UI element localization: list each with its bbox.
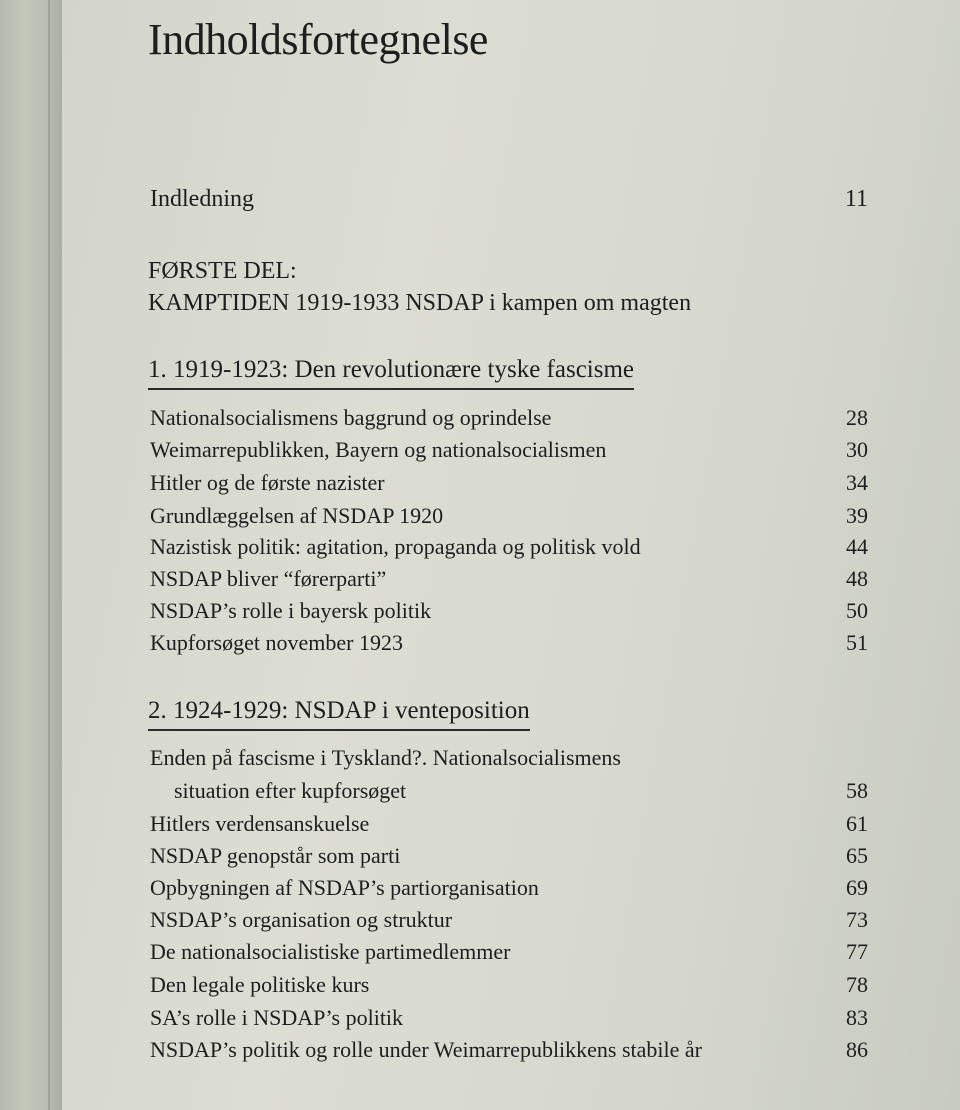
toc-entry-page: 30: [846, 437, 868, 462]
toc-entry: [150, 972, 868, 1002]
toc-entry-title: NSDAP’s rolle i bayersk politik: [150, 598, 432, 623]
chapter-heading-2: 2. 1924-1929: NSDAP i venteposition: [148, 697, 530, 731]
toc-entry-page: 39: [846, 503, 868, 528]
toc-entry-title: Nationalsocialismens baggrund og oprindelse: [150, 405, 552, 430]
toc-entry-title: Nazistisk politik: agitation, propaganda og politisk vold: [150, 534, 641, 559]
toc-entry-title: SA’s rolle i NSDAP’s politik: [150, 1005, 404, 1030]
toc-entry: [150, 503, 868, 533]
toc-entry: [150, 843, 868, 873]
intro-title: Indledning: [150, 186, 254, 212]
toc-entry-page: 77: [846, 939, 868, 964]
toc-entry-page: 73: [846, 907, 868, 932]
toc-entry-page: 34: [846, 470, 868, 495]
toc-entry-page: 69: [846, 875, 868, 900]
toc-entry: [150, 939, 868, 969]
toc-entry-title: Hitler og de første nazister: [150, 470, 385, 495]
toc-entry-title: Den legale politiske kurs: [150, 972, 370, 997]
toc-entry-title: Hitlers verdensanskuelse: [150, 811, 370, 836]
part-heading: FØRSTE DEL:: [148, 258, 297, 284]
toc-entry-page: 48: [846, 566, 868, 591]
toc-entry: [150, 778, 868, 808]
toc-entry-title: Weimarrepublikken, Bayern og nationalsocialismen: [150, 437, 607, 462]
toc-entry: [150, 1005, 868, 1035]
toc-entry: [150, 566, 868, 596]
toc-entry: [150, 875, 868, 905]
part-subtitle: KAMPTIDEN 1919-1933 NSDAP i kampen om magten: [148, 290, 692, 316]
page-title: Indholdsfortegnelse: [148, 15, 488, 64]
toc-entry-page: 83: [846, 1005, 868, 1030]
toc-entry-page: 28: [846, 405, 868, 430]
toc-entry-page: 65: [846, 843, 868, 868]
toc-entry: [150, 811, 868, 841]
binding-shadow: [48, 0, 50, 1110]
toc-entry-title: situation efter kupforsøget: [174, 778, 407, 803]
toc-entry-page: 86: [846, 1037, 868, 1062]
toc-entry-page: 58: [846, 778, 868, 803]
toc-entry-title: NSDAP bliver “førerparti”: [150, 566, 387, 591]
toc-entry-title: De nationalsocialistiske partimedlemmer: [150, 939, 511, 964]
toc-entry: [150, 907, 868, 937]
toc-entry: [150, 405, 868, 435]
intro-entry: [150, 186, 868, 216]
toc-entry: [150, 745, 868, 775]
intro-page: 11: [844, 186, 868, 212]
left-page-edge: [0, 0, 64, 1110]
toc-entry-title: Opbygningen af NSDAP’s partiorganisation: [150, 875, 539, 900]
toc-entry: [150, 470, 868, 500]
toc-entry: [150, 437, 868, 467]
toc-entry-title: Enden på fascisme i Tyskland?. Nationalsocialismens: [150, 745, 621, 770]
toc-entry-page: 44: [846, 534, 868, 559]
toc-entry-page: 51: [846, 630, 868, 655]
toc-entry-page: 78: [846, 972, 868, 997]
toc-entry: [150, 630, 868, 660]
toc-entry-title: Kupforsøget november 1923: [150, 630, 403, 655]
toc-entry-page: 50: [846, 598, 868, 623]
toc-entry-page: 61: [846, 811, 868, 836]
toc-entry: [150, 598, 868, 628]
toc-entry-title: NSDAP genopstår som parti: [150, 843, 401, 868]
toc-entry-title: Grundlæggelsen af NSDAP 1920: [150, 503, 444, 528]
toc-entry: [150, 1037, 868, 1067]
toc-entry-title: NSDAP’s organisation og struktur: [150, 907, 453, 932]
chapter-heading-1: 1. 1919-1923: Den revolutionære tyske fascisme: [148, 356, 634, 390]
toc-entry: [150, 534, 868, 564]
toc-entry-title: NSDAP’s politik og rolle under Weimarrepublikkens stabile år: [150, 1037, 703, 1062]
